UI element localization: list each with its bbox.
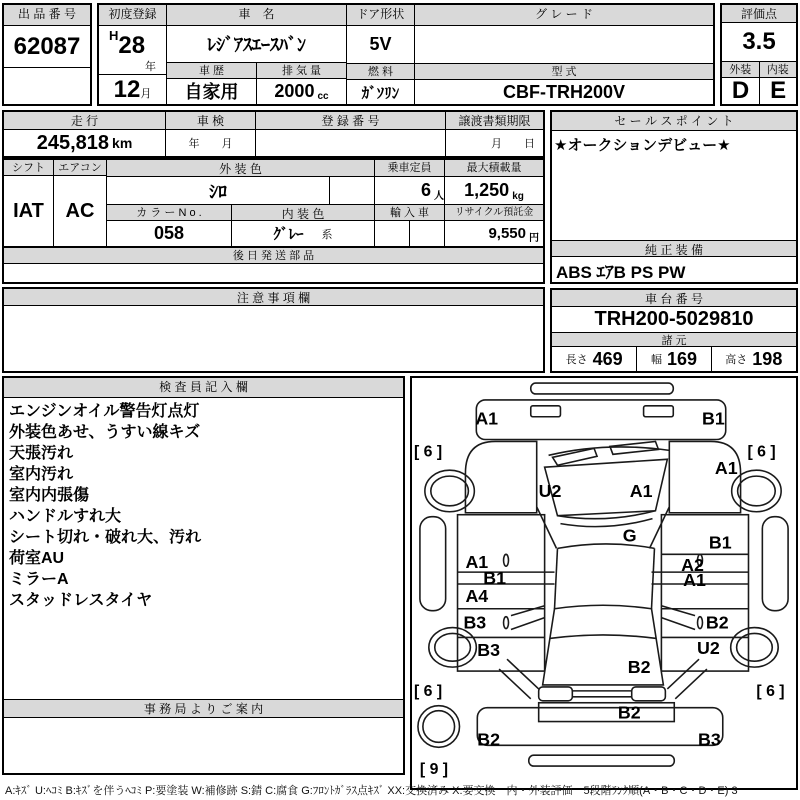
damage-code-label: A2 <box>681 555 704 576</box>
month-value: 12 <box>113 75 141 103</box>
color-grid-values2 <box>107 220 543 246</box>
shaken-label: 車 検 <box>166 112 255 130</box>
mileage-row <box>2 110 545 158</box>
inspector-note-line: 外装色あせ、うすい線キズ <box>9 424 201 441</box>
aircon-col <box>54 160 107 246</box>
office-value <box>4 718 403 773</box>
aircon-value: AC <box>65 199 95 222</box>
shaken-value: 年 月 <box>188 138 233 150</box>
damage-code-label: U2 <box>697 638 720 659</box>
history-col <box>167 63 257 104</box>
int-color-value <box>232 221 375 246</box>
mileage-unit: km <box>112 135 133 151</box>
fuel-value: ｶﾞｿﾘﾝ <box>347 79 414 104</box>
door-handle-left-front <box>504 554 509 566</box>
ext-color-value: ｼﾛ <box>107 177 330 204</box>
inspector-note-line: シート切れ・破れ大、汚れ <box>9 529 202 546</box>
later-parts-value <box>4 264 543 282</box>
car-name-label: 車 名 <box>167 5 346 26</box>
tail-lamp-right <box>632 687 666 701</box>
max-load-number: 1,250 <box>464 180 510 200</box>
tail-lamp-bar <box>572 691 631 697</box>
rear-bumper-shape <box>477 708 722 746</box>
ext-int-headers <box>722 61 796 77</box>
bumper-vent-left <box>531 406 561 417</box>
capacity-value <box>375 177 445 204</box>
roof-edge-left <box>555 548 558 608</box>
front-bumper-shape <box>476 400 725 440</box>
damage-code-label: A1 <box>683 569 706 590</box>
max-load-label: 最大積載量 <box>445 160 543 176</box>
interior-value: E <box>770 77 787 104</box>
dims-length <box>552 347 637 371</box>
damage-diagram-box <box>410 376 798 790</box>
sales-point-label: セ ー ル ス ポ イ ン ト <box>552 112 796 131</box>
quarter-slant-right-lower <box>667 659 707 699</box>
capacity-unit: 人 <box>434 191 444 202</box>
windshield-band2 <box>560 519 652 527</box>
model-value: CBF-TRH200V <box>415 79 713 104</box>
reg-no-label: 登 録 番 号 <box>256 112 445 130</box>
era-letter: H <box>108 28 119 43</box>
car-name-value: ﾚｼﾞｱｽｴｰｽﾊﾞﾝ <box>207 34 306 55</box>
capacity-label: 乗車定員 <box>375 160 445 176</box>
tailgate-shape <box>539 703 675 722</box>
damage-code-label: A4 <box>465 585 489 606</box>
caution-box <box>2 287 545 373</box>
chassis-box <box>550 288 798 373</box>
front-fender-left <box>465 441 536 512</box>
inspector-note-line: 荷室AU <box>9 550 65 567</box>
color-grid-values1 <box>107 176 543 204</box>
sales-point-box <box>550 110 798 284</box>
rear-lip <box>529 755 674 766</box>
equipment-value: ABS ｴｱB PS PW <box>556 263 686 282</box>
car-name-col <box>167 5 347 104</box>
color-grid-header1 <box>107 160 543 176</box>
inspector-label: 検 査 員 記 入 欄 <box>4 378 403 398</box>
rocker-left <box>420 517 446 611</box>
door-label: ドア形状 <box>347 5 414 26</box>
damage-code-label: B3 <box>477 640 501 661</box>
roof-front-arc <box>557 544 654 548</box>
sales-point-value: ★オークションデビュー★ <box>554 137 731 154</box>
grade-value <box>415 26 713 63</box>
mileage-number: 245,818 <box>36 131 110 154</box>
color-capacity-row <box>2 158 545 248</box>
office-label: 事 務 局 よ り ご 案 内 <box>4 699 403 718</box>
first-reg-month <box>99 74 166 104</box>
import-label: 輸 入 車 <box>375 205 445 220</box>
inspector-note-line: 室内内張傷 <box>9 487 90 504</box>
front-left-wheel-inner <box>431 476 469 506</box>
quarter-slant-left-lower <box>499 659 539 699</box>
chassis-value: TRH200-5029810 <box>594 308 754 330</box>
displacement-col <box>257 63 346 104</box>
door-fuel-col <box>347 5 415 104</box>
fuel-label: 燃 料 <box>347 63 414 79</box>
dims-width <box>637 347 711 371</box>
bumper-vent-right <box>644 406 674 417</box>
caution-label: 注 意 事 項 欄 <box>4 289 543 306</box>
damage-code-label: B2 <box>705 612 729 633</box>
door-handle-right-rear <box>698 617 703 629</box>
reg-no-value <box>256 130 445 156</box>
interior-label: 内装 <box>760 62 797 77</box>
color-no-value: 058 <box>107 221 232 246</box>
auction-no-box <box>2 3 92 106</box>
score-value: 3.5 <box>742 27 776 55</box>
roof-edge-right <box>652 548 655 608</box>
shift-value: IAT <box>13 199 44 222</box>
history-label: 車 歴 <box>167 63 256 79</box>
year-value: 28 <box>118 32 146 59</box>
displacement-value <box>257 79 346 104</box>
damage-code-label: A1 <box>465 552 489 573</box>
recycle-label: リサイクル預託金 <box>445 205 543 220</box>
tire-depth-label: [ 9 ] <box>419 761 449 779</box>
color-grid <box>107 160 543 246</box>
car-diagram-svg <box>412 378 796 788</box>
inspector-note-line: ハンドルすれ大 <box>9 508 122 525</box>
later-parts-label: 後 日 発 送 部 品 <box>4 248 543 264</box>
rear-window-band <box>550 635 657 638</box>
tire-depth-label: [ 6 ] <box>756 682 785 700</box>
inspector-box <box>2 376 405 775</box>
chassis-label: 車 台 番 号 <box>552 290 796 307</box>
first-reg-year <box>99 26 166 74</box>
first-reg-label: 初度登録 <box>99 5 166 26</box>
color-no-label: カ ラ ー N o . <box>107 205 232 220</box>
damage-code-label: B1 <box>708 532 732 553</box>
inspector-note-line: スタッドレスタイヤ <box>9 592 153 609</box>
damage-code-label: B3 <box>698 729 721 750</box>
capacity-number: 6 <box>420 180 431 200</box>
reg-no-col <box>256 112 446 156</box>
color-grid-header2 <box>107 204 543 220</box>
recycle-value <box>445 221 543 246</box>
damage-code-label: B3 <box>463 612 487 633</box>
height-value: 198 <box>752 348 783 369</box>
inspector-note-line: エンジンオイル警告灯点灯 <box>9 403 200 420</box>
displacement-unit: cc <box>317 91 329 102</box>
shift-label: シフト <box>4 160 53 176</box>
damage-code-label: U2 <box>538 480 562 501</box>
tire-depth-label: [ 6 ] <box>413 682 443 700</box>
grade-label: グ レ ー ド <box>415 5 713 26</box>
score-label: 評価点 <box>722 5 796 23</box>
damage-code-label: B1 <box>701 408 725 429</box>
height-label: 高さ <box>725 354 748 366</box>
auction-no-label: 出 品 番 号 <box>4 5 90 26</box>
inspector-lines <box>4 398 403 699</box>
auction-no-value: 62087 <box>13 32 81 60</box>
int-color-suffix: 系 <box>321 228 333 241</box>
mileage-value <box>4 130 165 156</box>
max-load-value <box>445 177 543 204</box>
inspector-note-line: 室内汚れ <box>9 466 74 483</box>
damage-code-label: G <box>622 525 637 546</box>
import-cell-2 <box>410 221 444 246</box>
import-value-cells <box>375 221 445 246</box>
grade-model-col <box>415 5 713 104</box>
max-load-unit: kg <box>512 191 524 202</box>
month-unit: 月 <box>140 88 152 100</box>
dims-label: 諸 元 <box>552 332 796 347</box>
transfer-label: 譲渡書類期限 <box>446 112 543 130</box>
damage-code-label: B1 <box>483 567 507 588</box>
shaken-col <box>166 112 256 156</box>
damage-code-label: A1 <box>475 408 499 429</box>
footer-legend: A:ｷｽﾞ U:ﾍｺﾐ B:ｷｽﾞを伴うﾍｺﾐ P:要塗装 W:補修跡 S:錆 C:腐食 G:ﾌﾛﾝﾄｶﾞﾗｽ点ｷｽﾞ XX:交換済み X:要交換 内・外装評価 5段階ﾗﾝｸ順(A・B・C・D・E) 3 <box>5 785 738 797</box>
ext-color-label: 外 装 色 <box>107 160 375 176</box>
recycle-unit: 円 <box>529 233 539 244</box>
displacement-number: 2000 <box>274 80 315 101</box>
first-reg-col <box>99 5 167 104</box>
dims-row <box>552 347 796 371</box>
recycle-number: 9,550 <box>488 225 526 242</box>
a-pillar-right <box>650 507 670 549</box>
int-color-name: ｸﾞﾚｰ <box>273 226 304 243</box>
front-lip-shape <box>531 383 674 394</box>
door-handle-left-rear <box>504 617 509 629</box>
exterior-label: 外装 <box>722 62 760 77</box>
inspector-note-line: ミラーA <box>9 571 69 588</box>
width-value: 169 <box>666 348 698 369</box>
int-color-label: 内 装 色 <box>232 205 375 220</box>
dims-height <box>712 347 796 371</box>
damage-code-label: A1 <box>714 458 738 479</box>
mileage-label: 走 行 <box>4 112 165 130</box>
displacement-label: 排 気 量 <box>257 63 346 79</box>
exterior-value: D <box>722 78 760 104</box>
length-label: 長さ <box>565 354 588 366</box>
aircon-label: エアコン <box>54 160 106 176</box>
later-parts-box <box>2 246 545 284</box>
model-label: 型 式 <box>415 63 713 79</box>
tire-depth-label: [ 6 ] <box>747 443 776 461</box>
vehicle-table <box>97 3 715 106</box>
shift-col <box>4 160 54 246</box>
damage-code-label: B2 <box>627 657 651 678</box>
transfer-col <box>446 112 543 156</box>
history-displacement-row <box>167 62 346 104</box>
width-label: 幅 <box>650 354 662 366</box>
damage-code-label: A1 <box>629 480 653 501</box>
damage-code-label: B2 <box>617 702 641 723</box>
spare-tire <box>418 706 460 748</box>
front-right-wheel-inner <box>738 476 776 506</box>
year-unit: 年 <box>145 61 157 73</box>
inspector-note-line: 天張汚れ <box>9 445 74 462</box>
tire-depth-label: [ 6 ] <box>413 443 443 461</box>
import-cell-1 <box>375 221 410 246</box>
transfer-value: 月 日 <box>491 138 535 150</box>
spare-tire-inner <box>423 711 455 743</box>
length-value: 469 <box>592 348 623 369</box>
damage-code-label: B2 <box>477 729 501 750</box>
ext-int-values <box>722 77 796 104</box>
door-value: 5V <box>369 34 392 54</box>
mileage-col <box>4 112 166 156</box>
auction-no-empty-cell <box>4 67 90 104</box>
rocker-right <box>762 517 788 611</box>
history-value: 自家用 <box>184 82 239 103</box>
tail-lamp-left <box>539 687 573 701</box>
ext-color-extra-cell <box>330 177 375 204</box>
equipment-label: 純 正 装 備 <box>552 240 796 257</box>
caution-value <box>4 306 543 371</box>
score-box <box>720 3 798 106</box>
a-pillar-left <box>537 507 557 549</box>
